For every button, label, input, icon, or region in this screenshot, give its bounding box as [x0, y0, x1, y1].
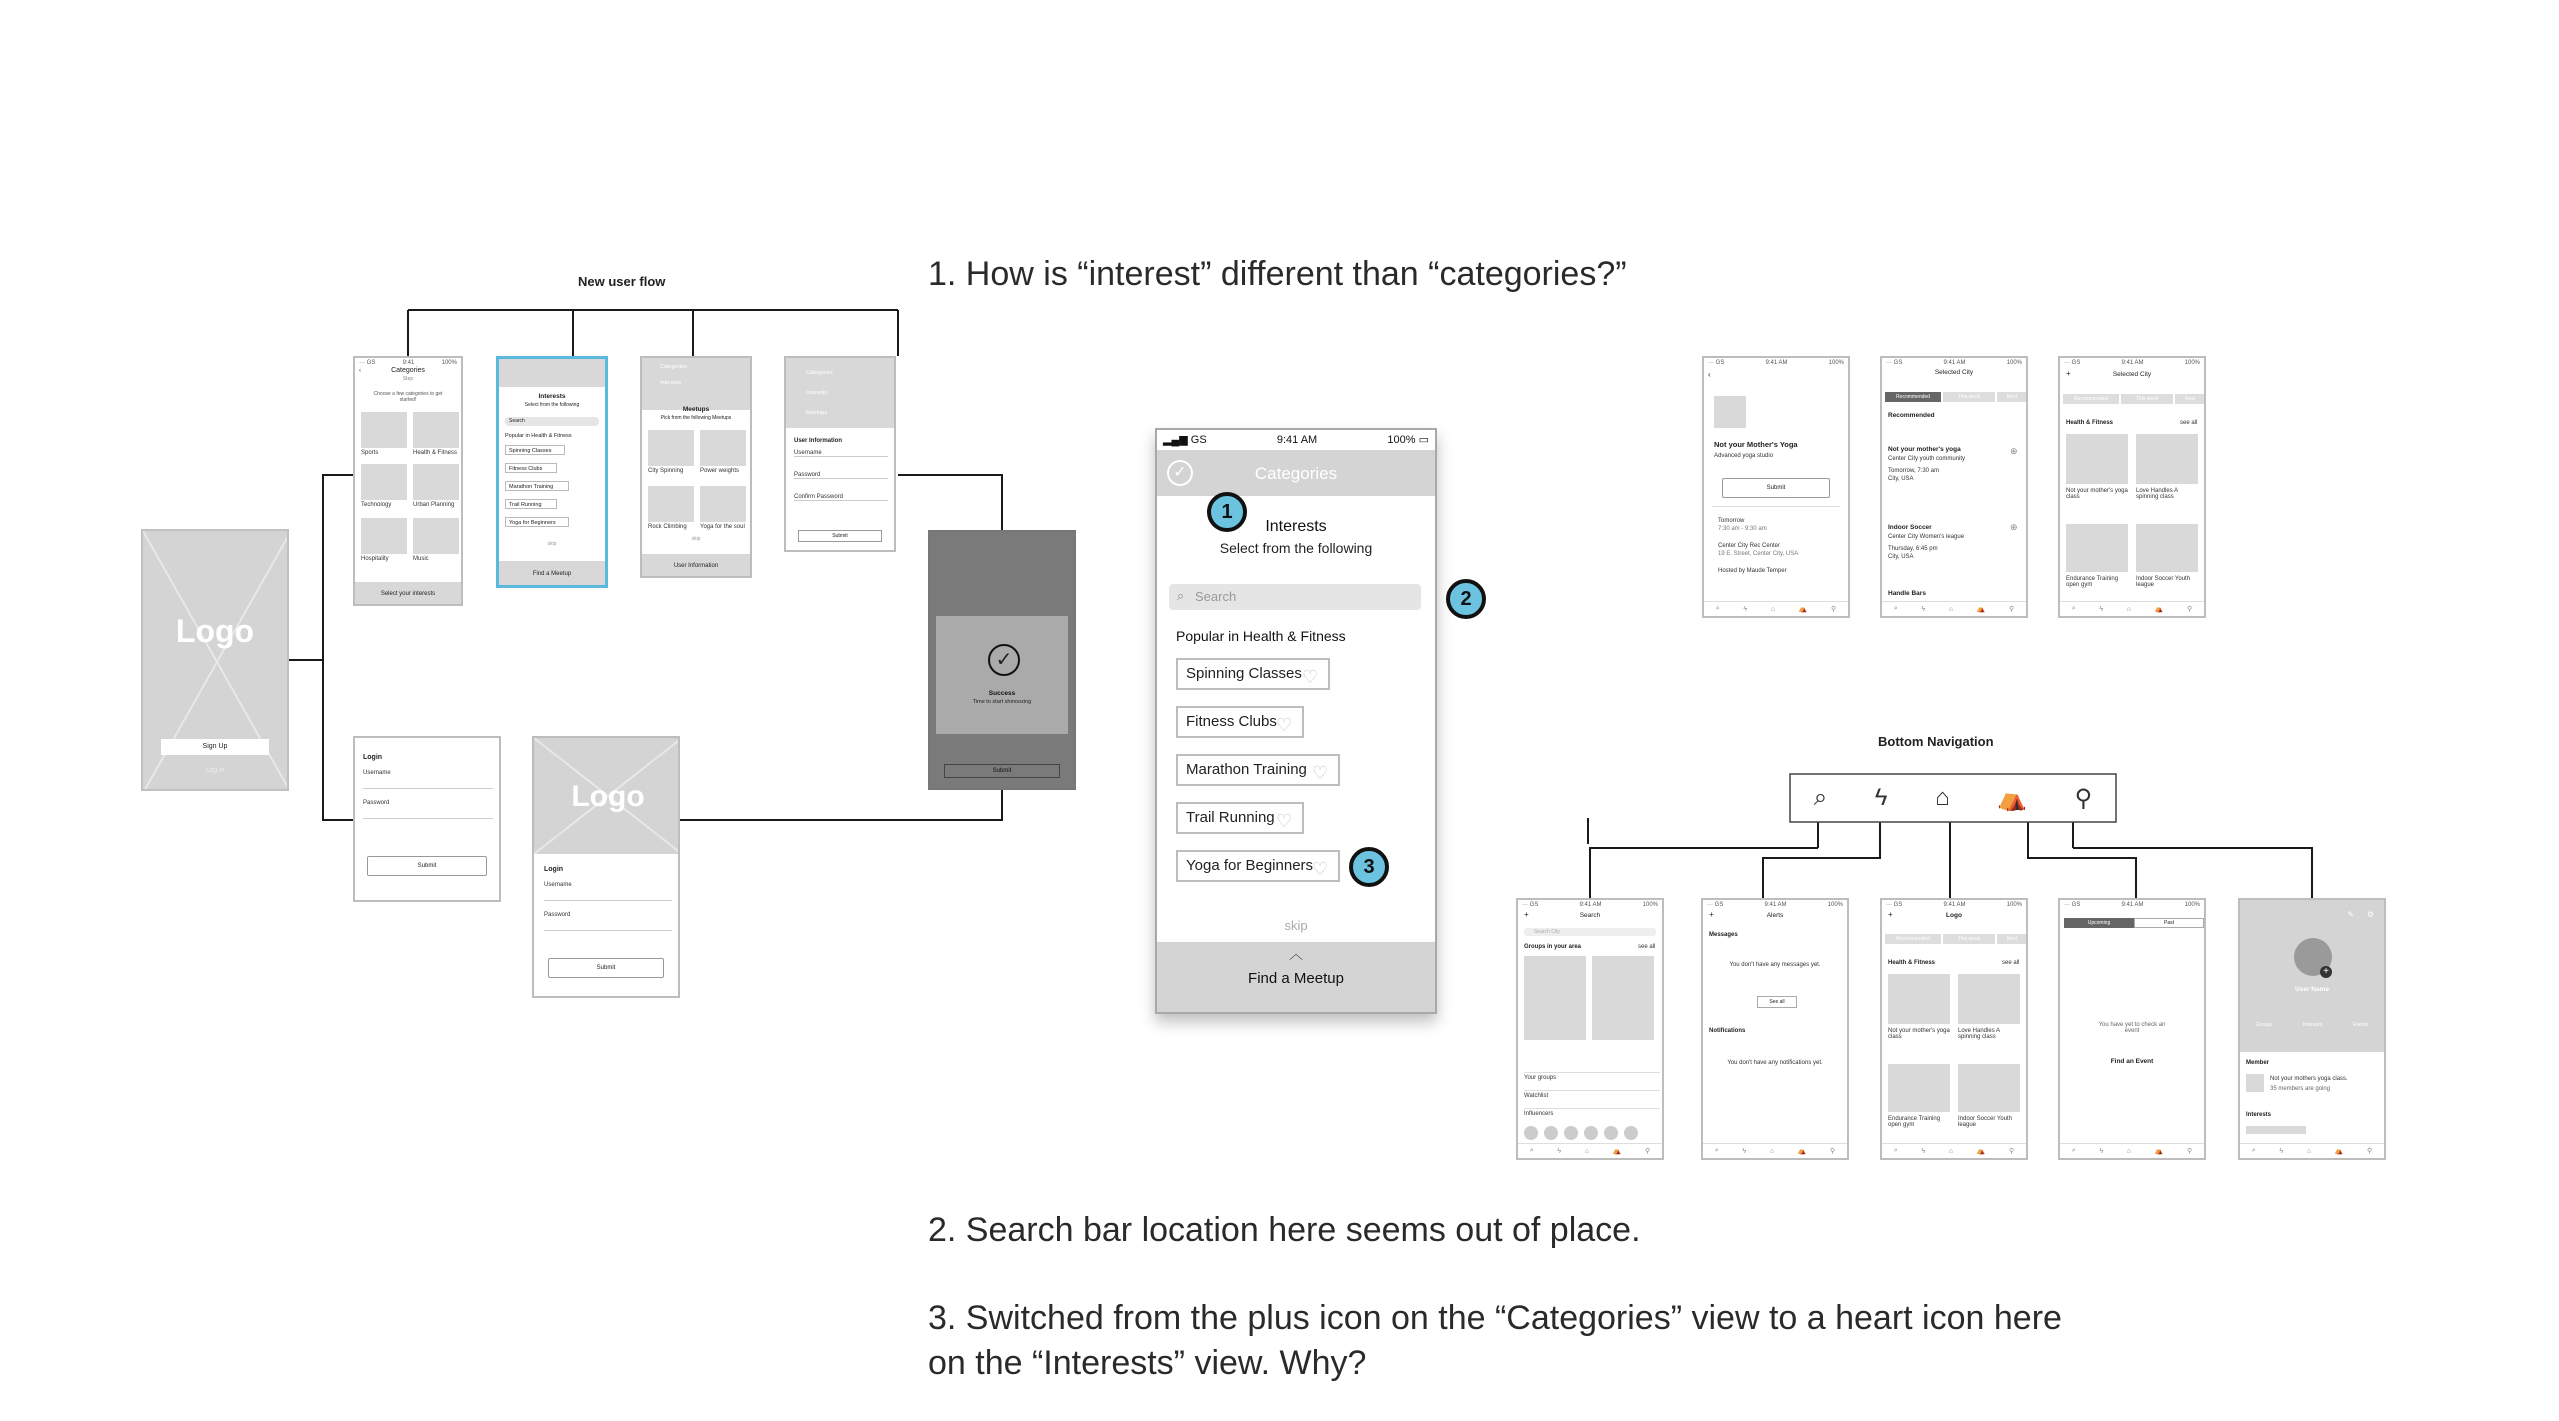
event-address: 19 E. Street, Center City, USA	[1718, 551, 1799, 557]
city-tab[interactable]: Recommended	[1885, 392, 1941, 402]
header-title: Categories	[1254, 464, 1338, 483]
city-header[interactable]: Selected City	[1934, 369, 1974, 376]
stat-groups[interactable]: Groups	[2255, 1022, 2272, 1028]
plus-icon[interactable]: +	[2066, 369, 2071, 378]
skip-link[interactable]: skip	[1284, 918, 1308, 933]
messages-title: Messages	[1709, 932, 1738, 938]
city-item-when: Tomorrow, 7:30 am	[1888, 468, 1940, 474]
city2-tab[interactable]: Next	[2175, 394, 2205, 404]
event-time: 7:30 am - 9:30 am	[1718, 526, 1767, 532]
flow-title: New user flow	[578, 274, 666, 289]
note-3: 3. Switched from the plus icon on the “Categories” view to a heart icon here on the “Interests” view. Why?	[928, 1299, 2062, 1382]
city-section: Recommended	[1888, 412, 1935, 419]
find-meetup-button[interactable]	[1157, 942, 1435, 1012]
confirm-password-field[interactable]: Confirm Password	[794, 494, 888, 501]
event-subtitle: Advanced yoga studio	[1714, 453, 1774, 459]
chevron-up-icon: ︿	[1289, 946, 1303, 962]
note-1: 1. How is “interest” different than “categories?”	[928, 255, 1627, 293]
login-logo-username[interactable]: Username	[544, 882, 672, 901]
login-submit-button[interactable]: Submit	[367, 856, 487, 876]
city-item-where: City, USA	[1888, 476, 1914, 482]
phone-subtitle: Select from the following	[1219, 540, 1373, 556]
meetups-skip[interactable]: skip	[691, 536, 701, 542]
phone-title: Interests	[1265, 518, 1327, 535]
userinfo-row: Meetups	[806, 410, 828, 416]
alerts-header: Alerts	[1766, 912, 1784, 919]
home-see-all[interactable]: see all	[2002, 960, 2020, 966]
city2-tab[interactable]: This week	[2121, 394, 2173, 404]
event-when: Tomorrow	[1718, 518, 1745, 524]
city2-header[interactable]: Selected City	[2112, 371, 2152, 378]
interests-phone	[1155, 428, 1437, 1014]
search-icon[interactable]: ⌕	[1813, 784, 1828, 811]
add-photo-icon[interactable]: +	[2320, 966, 2332, 978]
userinfo-row: Interests	[806, 390, 828, 396]
event-host: Hosted by Maude Temper	[1718, 568, 1787, 574]
member-sub: 35 members are going	[2270, 1086, 2331, 1092]
interest-pill[interactable]: Trail Running	[505, 499, 557, 509]
city-item-when: Thursday, 6:45 pm	[1888, 546, 1938, 552]
interest-item[interactable]: Trail Running ♡	[1176, 802, 1304, 834]
login-screen	[353, 736, 501, 902]
city2-item: Love Handles A spinning class	[2136, 488, 2178, 500]
city-item-desc: Center City youth community	[1888, 456, 1966, 462]
event-detail-screen: ··· GS 9:41 AM 100% ‹ Not your Mother's Yoga Advanced yoga studio Submit Tomorrow 7:30 am - 9:30 am Center City Rec Center 19 E. Street, Center City, USA Hosted by Maude Temper ⌕ ϟ ⌂ ⛺ ⚲	[1702, 356, 1850, 618]
event-place: Center City Rec Center	[1718, 543, 1781, 549]
gear-icon[interactable]: ⚙	[2366, 910, 2374, 919]
interests-small-footer[interactable]: Find a Meetup	[499, 561, 605, 585]
city2-item: Indoor Soccer Youth league	[2136, 576, 2191, 588]
category-label: Urban Planning	[413, 502, 455, 508]
search-input[interactable]: Search	[1195, 589, 1237, 604]
find-event-button[interactable]: Find an Event	[2110, 1058, 2154, 1065]
userinfo-row: Categories	[806, 370, 833, 376]
check-icon: ✓	[988, 644, 1020, 676]
city-list-screen: ··· GS 9:41 AM 100% Selected City Recommended This week Next Recommended Not your mother's yoga Center City youth community Tomorrow, 7:30 am City, USA ⊕ Indoor Soccer Center City Women's league Thursday, 6:45 pm City, USA ⊕ Handle Bars ⌕ ϟ ⌂ ⛺ ⚲	[1880, 356, 2028, 618]
home-header: Logo	[1946, 912, 1962, 919]
home-item: Endurance Training open gym	[1888, 1116, 1941, 1128]
interest-pill[interactable]: Fitness Clubs	[505, 463, 557, 473]
home-screen: ··· GS 9:41 AM 100% + Logo Recommended This week Next Health & Fitness see all Not your mother's yoga class Love Handles A spinning class Endurance Training open gym Indoor Soccer Youth league ⌕ ϟ ⌂ ⛺ ⚲	[1880, 898, 2028, 1160]
category-label: Hospitality	[361, 556, 389, 562]
meetup-label: City Spinning	[648, 468, 684, 474]
status-bar: ▂▄▆ GS 9:41 AM 100% ▭	[1163, 434, 1429, 446]
success-screen	[928, 530, 1076, 790]
city-tab[interactable]: Next	[1997, 392, 2027, 402]
event-submit-button[interactable]: Submit	[1722, 478, 1830, 498]
interest-pill[interactable]: Yoga for Beginners	[505, 517, 569, 527]
login-logo-password[interactable]: Password	[544, 912, 672, 931]
member-text[interactable]: Not your mothers yoga class.	[2270, 1076, 2348, 1082]
user-icon[interactable]: ⚲	[2074, 784, 2093, 812]
city-item-name[interactable]: Handle Bars	[1888, 590, 1926, 597]
interest-item[interactable]: Fitness Clubs ♡	[1176, 706, 1304, 738]
annotation-badge-2: 2	[1446, 579, 1486, 619]
signup-button[interactable]: Sign Up	[161, 739, 269, 755]
interests-small-title: Interests	[538, 393, 566, 400]
groups-section: Groups in your area	[1524, 944, 1582, 950]
watchlist-row[interactable]: Watchlist	[1524, 1090, 1660, 1099]
search-city-input[interactable]: Search City	[1524, 928, 1656, 936]
phone-header	[1157, 450, 1435, 496]
groups-see-all[interactable]: see all	[1638, 944, 1656, 950]
find-meetup-label: Find a Meetup	[1248, 970, 1344, 987]
interest-pill[interactable]: Spinning Classes	[505, 445, 565, 455]
userinfo-screen	[784, 356, 896, 552]
stat-events[interactable]: Events	[2353, 1022, 2369, 1028]
splash-screen	[141, 529, 289, 791]
lightning-icon[interactable]: ϟ	[1874, 784, 1888, 811]
meetups-screen	[640, 356, 752, 578]
home-item: Indoor Soccer Youth league	[1958, 1116, 2013, 1128]
user-name: User Name	[2295, 986, 2329, 993]
signal-icon: ▂▄▆	[1163, 434, 1188, 446]
interests-small-search[interactable]: Search	[505, 417, 599, 426]
event-title: Not your Mother's Yoga	[1714, 440, 1798, 449]
login-logo-screen	[532, 736, 680, 998]
login-logo: Logo	[571, 780, 645, 813]
meetups-footer[interactable]: User Information	[642, 554, 750, 576]
success-submit-button[interactable]: Submit	[944, 764, 1060, 778]
category-label: Music	[413, 556, 429, 562]
interests-small-skip[interactable]: skip	[547, 541, 557, 547]
username-field[interactable]: Username	[794, 450, 888, 457]
city2-item: Not your mother's yoga class	[2066, 488, 2128, 500]
bottom-nav-title: Bottom Navigation	[1878, 734, 1994, 749]
login-title: Login	[363, 754, 383, 761]
search-screen: ··· GS 9:41 AM 100% + Search Search City Groups in your area see all Your groups Watchlist Influencers ⌕ ϟ ⌂ ⛺ ⚲	[1516, 898, 1664, 1160]
city2-section: Health & Fitness	[2066, 420, 2114, 426]
city-tab[interactable]: This week	[1943, 392, 1995, 402]
success-title: Success	[988, 690, 1016, 697]
interests-small-section: Popular in Health & Fitness	[505, 433, 572, 439]
heart-icon[interactable]: ♡	[1302, 667, 1319, 687]
login-username-field[interactable]: Username	[363, 770, 493, 789]
heart-icon[interactable]: ♡	[1312, 763, 1329, 783]
meetup-label: Yoga for the soul	[700, 524, 745, 530]
no-messages-text: You don't have any messages yet.	[1729, 962, 1821, 968]
search-icon: ⌕	[1177, 588, 1185, 603]
categories-subtitle: Choose a few categories to get started!	[373, 391, 443, 403]
city2-see-all[interactable]: see all	[2180, 420, 2198, 426]
home-section: Health & Fitness	[1888, 960, 1936, 966]
note-2: 2. Search bar location here seems out of place.	[928, 1211, 1641, 1249]
plus-icon[interactable]: +	[1888, 910, 1893, 919]
interests-title: Interests	[2246, 1112, 2272, 1118]
battery-icon: ▭	[1418, 434, 1429, 446]
events-screen: ··· GS 9:41 AM 100% Upcoming Past You have yet to check an event Find an Event ⌕ ϟ ⌂ ⛺ ⚲	[2058, 898, 2206, 1160]
meetups-row: Interests	[660, 380, 682, 386]
password-field[interactable]: Password	[794, 472, 888, 479]
heart-icon[interactable]: ♡	[1276, 811, 1293, 831]
login-logo-submit[interactable]: Submit	[548, 958, 664, 978]
userinfo-title: User Information	[794, 438, 843, 444]
interest-item[interactable]: Yoga for Beginners ♡	[1176, 850, 1340, 882]
home-item: Love Handles A spinning class	[1958, 1028, 2000, 1040]
check-icon[interactable]: ✓	[1167, 460, 1193, 486]
category-label: Sports	[361, 450, 379, 456]
userinfo-submit-button[interactable]: Submit	[798, 530, 882, 542]
no-notifications-text: You don't have any notifications yet.	[1727, 1060, 1823, 1066]
search-screen-header: Search	[1579, 912, 1601, 919]
plus-icon[interactable]: +	[1709, 910, 1714, 919]
login-password-field[interactable]: Password	[363, 800, 493, 819]
past-tab[interactable]: Past	[2134, 918, 2204, 928]
categories-screen: ··· GS 9:41 100% ‹ Categories Step Choose a few categories to get started! Sports Health & Fitness Technology Urban Planning Hospitality Music Select your interests	[353, 356, 463, 606]
annotation-badge-3: 3	[1349, 847, 1389, 887]
interests-small-subtitle: Select from the following	[524, 402, 580, 408]
home-icon[interactable]: ⌂	[1935, 784, 1950, 811]
heart-icon[interactable]: ♡	[1276, 715, 1293, 735]
edit-icon[interactable]: ✎	[2347, 910, 2354, 919]
interests-small-screen	[496, 356, 608, 588]
city-item-name[interactable]: Not your mother's yoga	[1888, 446, 1961, 453]
search-bar[interactable]	[1169, 584, 1421, 610]
splash-logo: Logo	[175, 613, 255, 649]
meetups-row: Categories	[660, 364, 687, 370]
city-item-where: City, USA	[1888, 554, 1914, 560]
annotation-badge-1: 1	[1207, 492, 1247, 532]
interest-item[interactable]: Spinning Classes ♡	[1176, 658, 1330, 690]
events-empty-text: You have yet to check an event	[2098, 1022, 2166, 1034]
success-modal	[936, 616, 1068, 734]
category-label: Technology	[361, 502, 392, 508]
meetups-subtitle: Pick from the following Meetups	[660, 415, 732, 421]
plus-circle-icon[interactable]: ⊕	[2010, 522, 2018, 532]
plus-circle-icon[interactable]: ⊕	[2010, 446, 2018, 456]
member-title: Member	[2246, 1060, 2270, 1066]
city2-tab[interactable]: Recommended	[2063, 394, 2119, 404]
tent-icon[interactable]: ⛺	[1997, 784, 2028, 812]
city-grid-screen: ··· GS 9:41 AM 100% + Selected City Recommended This week Next Health & Fitness see all Not your mother's yoga class Love Handles A spinning class Endurance Training open gym Indoor Soccer Youth league ⌕ ϟ ⌂ ⛺ ⚲	[2058, 356, 2206, 618]
categories-title: Categories	[391, 367, 425, 374]
interest-item[interactable]: Marathon Training ♡	[1176, 754, 1340, 786]
your-groups-row[interactable]: Your groups	[1524, 1072, 1660, 1081]
login-logo-title: Login	[544, 866, 564, 873]
heart-icon[interactable]: ♡	[1312, 859, 1329, 879]
meetups-title: Meetups	[682, 406, 710, 413]
city2-item: Endurance Training open gym	[2066, 576, 2119, 588]
success-message: Time to start shmoozing	[972, 699, 1032, 705]
home-tab[interactable]: This week	[1943, 934, 1995, 944]
home-tab[interactable]: Recommended	[1885, 934, 1941, 944]
alerts-screen: ··· GS 9:41 AM 100% + Alerts Messages You don't have any messages yet. See all Notifications You don't have any notifications yet. ⌕ ϟ ⌂ ⛺ ⚲	[1701, 898, 1849, 1160]
stat-interests[interactable]: Interests	[2302, 1022, 2323, 1028]
city-item-name[interactable]: Indoor Soccer	[1888, 524, 1932, 531]
plus-icon[interactable]: +	[1524, 910, 1529, 919]
bottom-nav-bar	[1790, 774, 2116, 822]
profile-screen: ✎ ⚙ + User Name Groups Interests Events Member Not your mothers yoga class. 35 members are going Interests ⌕ ϟ ⌂ ⛺ ⚲	[2238, 898, 2386, 1160]
categories-footer[interactable]: Select your interests	[355, 582, 461, 604]
notifications-title: Notifications	[1709, 1028, 1746, 1034]
interest-pill[interactable]: Marathon Training	[505, 481, 569, 491]
see-all-button[interactable]: See all	[1757, 996, 1797, 1008]
home-item: Not your mother's yoga class	[1888, 1028, 1950, 1040]
login-link[interactable]: Log in	[205, 767, 225, 774]
influencers-row[interactable]: Influencers	[1524, 1108, 1660, 1117]
home-tab[interactable]: Next	[1997, 934, 2027, 944]
meetup-label: Power weights	[700, 468, 740, 474]
category-label: Health & Fitness	[413, 450, 458, 456]
categories-step: Step	[402, 376, 414, 382]
upcoming-tab[interactable]: Upcoming	[2064, 918, 2134, 928]
meetup-label: Rock Climbing	[648, 524, 687, 530]
section-title: Popular in Health & Fitness	[1176, 628, 1346, 644]
city-item-desc: Center City Women's league	[1888, 534, 1965, 540]
